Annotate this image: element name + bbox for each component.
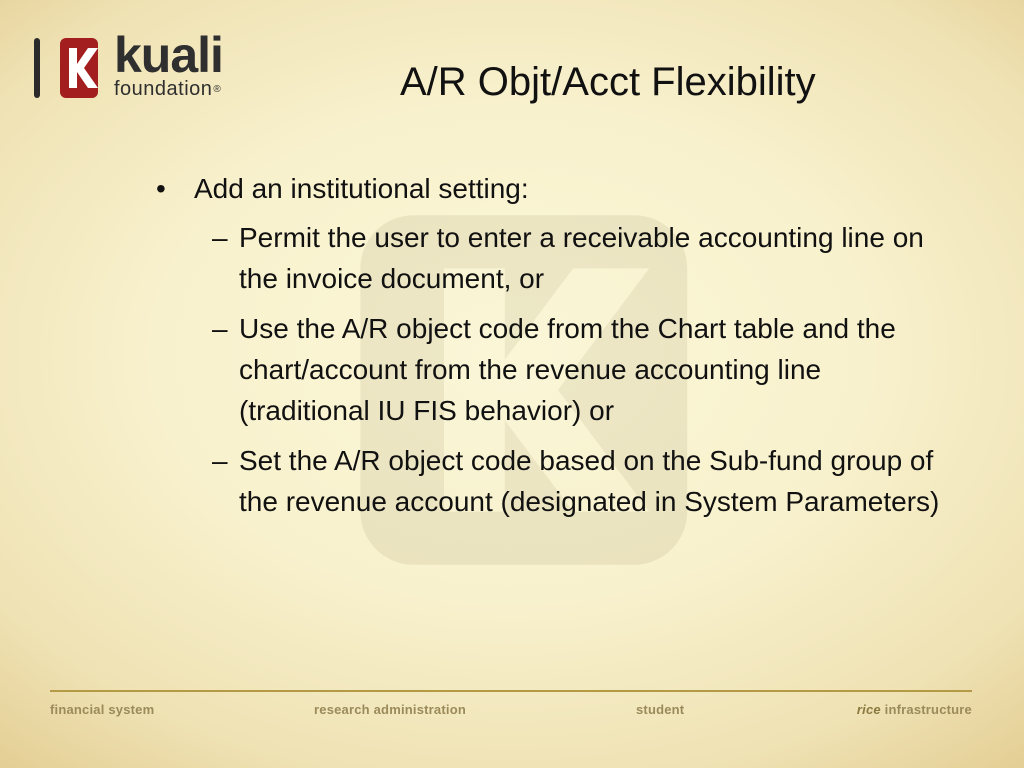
bullet-text: Add an institutional setting: [194, 173, 529, 204]
kuali-foundation-logo [34, 27, 284, 104]
sub-bullet-marker: – [212, 222, 228, 253]
footer-student: student [636, 702, 685, 717]
sub-bullet-list [150, 217, 980, 522]
bullet-marker: • [156, 173, 166, 204]
bullet-item [150, 168, 980, 209]
registered-mark: ® [213, 83, 222, 95]
logo-subtext-label: foundation [114, 78, 213, 100]
sub-bullet-marker: – [212, 445, 228, 476]
footer-infrastructure-label: infrastructure [880, 702, 972, 717]
sub-bullet-item [150, 308, 959, 431]
sub-bullet-item [150, 217, 959, 299]
footer [0, 702, 1024, 722]
footer-divider [50, 690, 972, 692]
logo-bar-mark [34, 38, 40, 98]
logo-subtext [114, 78, 221, 101]
logo-wordmark: kuali [114, 27, 223, 83]
sub-bullet-text: Permit the user to enter a receivable accounting line on the invoice document, or [239, 222, 924, 294]
slide-title: A/R Objt/Acct Flexibility [400, 60, 816, 104]
footer-rice-prefix: rice [856, 702, 881, 717]
footer-rice-infrastructure [857, 702, 972, 717]
footer-research-administration: research administration [314, 702, 466, 717]
sub-bullet-text: Use the A/R object code from the Chart table and the chart/account from the revenue accounting line (traditional IU FIS behavior) or [239, 313, 896, 426]
sub-bullet-item [150, 440, 959, 522]
sub-bullet-marker: – [212, 313, 228, 344]
footer-financial-system: financial system [50, 702, 155, 717]
sub-bullet-text: Set the A/R object code based on the Sub-fund group of the revenue account (designated in System Parameters) [239, 445, 940, 517]
slide-body [150, 168, 980, 531]
